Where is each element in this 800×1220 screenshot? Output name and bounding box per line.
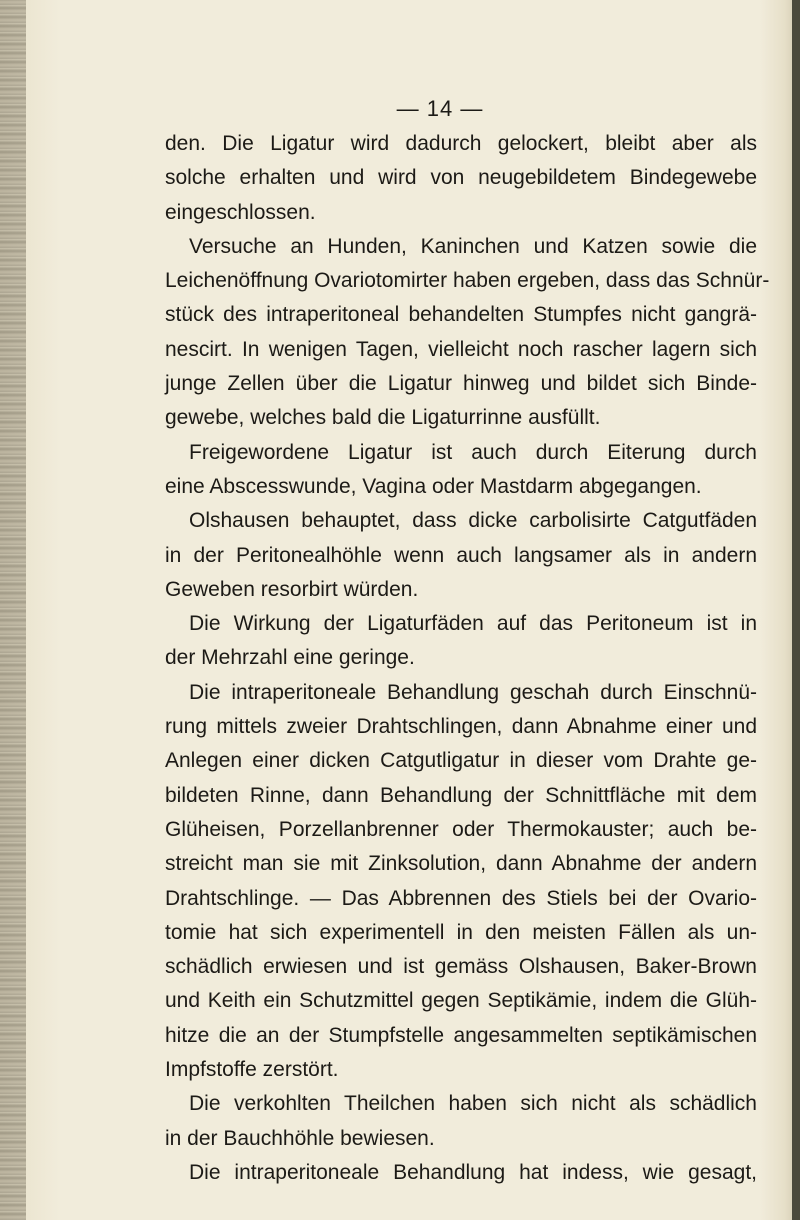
- text-line: Die intraperitoneale Behandlung hat indess, wie gesagt,: [189, 1160, 757, 1184]
- page-number: — 14 —: [396, 96, 484, 121]
- text-line: gewebe, welches bald die Ligaturrinne ausfüllt.: [165, 406, 601, 430]
- text-line: und Keith ein Schutzmittel gegen Septikämie, indem die Glüh-: [165, 989, 757, 1013]
- text-line: Geweben resorbirt würden.: [165, 577, 419, 601]
- text-line: Die verkohlten Theilchen haben sich nicht als schädlich: [189, 1092, 757, 1116]
- text-line: Die intraperitoneale Behandlung geschah durch Einschnü-: [189, 680, 757, 704]
- text-line: junge Zellen über die Ligatur hinweg und bildet sich Binde-: [165, 372, 757, 396]
- text-line: Impfstoffe zerstört.: [165, 1058, 339, 1082]
- text-line: tomie hat sich experimentell in den meisten Fällen als un-: [165, 920, 757, 944]
- binding-gutter: [0, 0, 26, 1220]
- page-edge: [792, 0, 800, 1220]
- text-line: in der Peritonealhöhle wenn auch langsamer als in andern: [165, 543, 757, 567]
- text-line: Die Wirkung der Ligaturfäden auf das Peritoneum ist in: [189, 612, 757, 636]
- text-line: schädlich erwiesen und ist gemäss Olshausen, Baker-Brown: [165, 955, 757, 979]
- text-line: in der Bauchhöhle bewiesen.: [165, 1126, 435, 1150]
- text-line: solche erhalten und wird von neugebildetem Bindegewebe: [165, 166, 757, 190]
- text-line: Glüheisen, Porzellanbrenner oder Thermokauster; auch be-: [165, 817, 757, 841]
- text-line: eingeschlossen.: [165, 200, 316, 224]
- text-line: nescirt. In wenigen Tagen, vielleicht noch rascher lagern sich: [165, 337, 757, 361]
- text-line: hitze die an der Stumpfstelle angesammelten septikämischen: [165, 1023, 757, 1047]
- text-line: eine Abscesswunde, Vagina oder Mastdarm abgegangen.: [165, 474, 702, 498]
- text-line: den. Die Ligatur wird dadurch gelockert, bleibt aber als: [165, 132, 757, 155]
- text-line: bildeten Rinne, dann Behandlung der Schnittfläche mit dem: [165, 783, 757, 807]
- text-line: streicht man sie mit Zinksolution, dann Abnahme der andern: [165, 852, 757, 876]
- text-line: Drahtschlinge. — Das Abbrennen des Stiels bei der Ovario-: [165, 886, 757, 910]
- text-line: rung mittels zweier Drahtschlingen, dann Abnahme einer und: [165, 715, 757, 739]
- text-line: Freigewordene Ligatur ist auch durch Eiterung durch: [189, 440, 757, 464]
- text-line: der Mehrzahl eine geringe.: [165, 646, 415, 670]
- body-text: [165, 127, 770, 1190]
- text-line: Versuche an Hunden, Kaninchen und Katzen sowie die: [189, 234, 757, 258]
- text-line: Olshausen behauptet, dass dicke carbolisirte Catgutfäden: [189, 509, 757, 533]
- text-line: stück des intraperitoneal behandelten Stumpfes nicht gangrä-: [165, 303, 757, 327]
- text-line: Anlegen einer dicken Catgutligatur in dieser vom Drahte ge-: [165, 749, 757, 773]
- text-line: Leichenöffnung Ovariotomirter haben ergeben, dass das Schnür-: [165, 269, 770, 293]
